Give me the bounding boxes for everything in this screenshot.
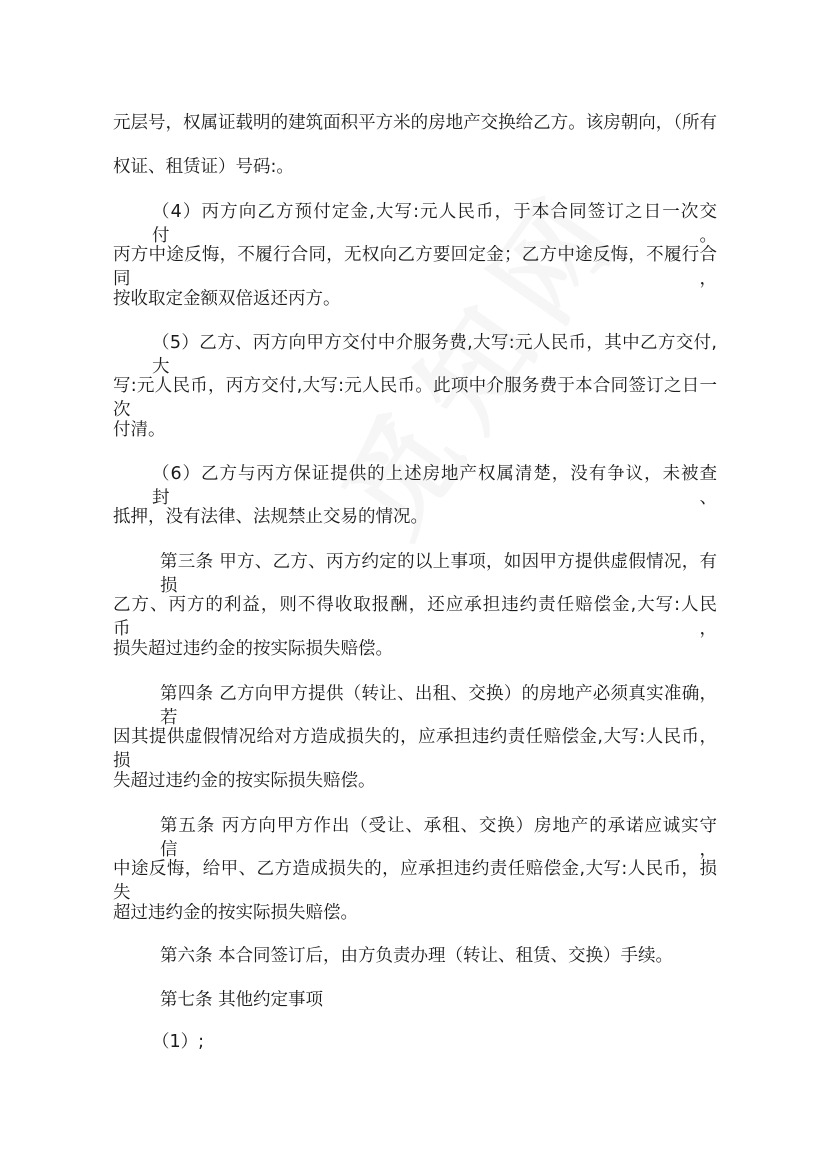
paragraph-line: 失超过违约金的按实际损失赔偿。 (113, 771, 376, 791)
paragraph-line: 中途反悔，给甲、乙方造成损失的，应承担违约责任赔偿金,大写:人民币，损失 (113, 859, 717, 903)
clause-4-line: （4）丙方向乙方预付定金,大写:元人民币，于本合同签订之日一次交付。 (152, 202, 717, 246)
article-3-line: 第三条 甲方、乙方、丙方约定的以上事项，如因甲方提供虚假情况，有损 (160, 552, 717, 596)
article-4-line: 第四条 乙方向甲方提供（转让、出租、交换）的房地产必须真实准确，若 (160, 684, 717, 728)
clause-6-line: （6）乙方与丙方保证提供的上述房地产权属清楚，没有争议，未被查封、 (152, 464, 717, 508)
paragraph-line: 权证、租赁证）号码:。 (113, 157, 294, 177)
paragraph-line: 损失超过违约金的按实际损失赔偿。 (113, 639, 393, 659)
paragraph-line: 超过违约金的按实际损失赔偿。 (113, 903, 358, 923)
paragraph-line: 乙方、丙方的利益，则不得收取报酬，还应承担违约责任赔偿金,大写:人民币， (113, 595, 717, 639)
article-7-item-1: （1）; (152, 1032, 205, 1052)
paragraph-line: 丙方中途反悔，不履行合同，无权向乙方要回定金；乙方中途反悔，不履行合同， (113, 245, 717, 289)
paragraph-line: 元层号，权属证载明的建筑面积平方米的房地产交换给乙方。该房朝向，（所有 (113, 113, 717, 133)
paragraph-line: 写:元人民币，丙方交付,大写:元人民币。此项中介服务费于本合同签订之日一次 (113, 376, 717, 420)
paragraph-line: 因其提供虚假情况给对方造成损失的，应承担违约责任赔偿金,大写:人民币，损 (113, 727, 717, 771)
article-7-line: 第七条 其他约定事项 (160, 990, 324, 1010)
paragraph-line: 抵押，没有法律、法规禁止交易的情况。 (113, 507, 428, 527)
paragraph-line: 按收取定金额双倍返还丙方。 (113, 289, 341, 309)
paragraph-line: 付清。 (113, 420, 166, 440)
clause-5-line: （5）乙方、丙方向甲方交付中介服务费,大写:元人民币，其中乙方交付,大 (152, 333, 717, 377)
article-5-line: 第五条 丙方向甲方作出（受让、承租、交换）房地产的承诺应诚实守信， (160, 816, 717, 860)
article-6-line: 第六条 本合同签订后，由方负责办理（转让、租赁、交换）手续。 (160, 946, 674, 966)
